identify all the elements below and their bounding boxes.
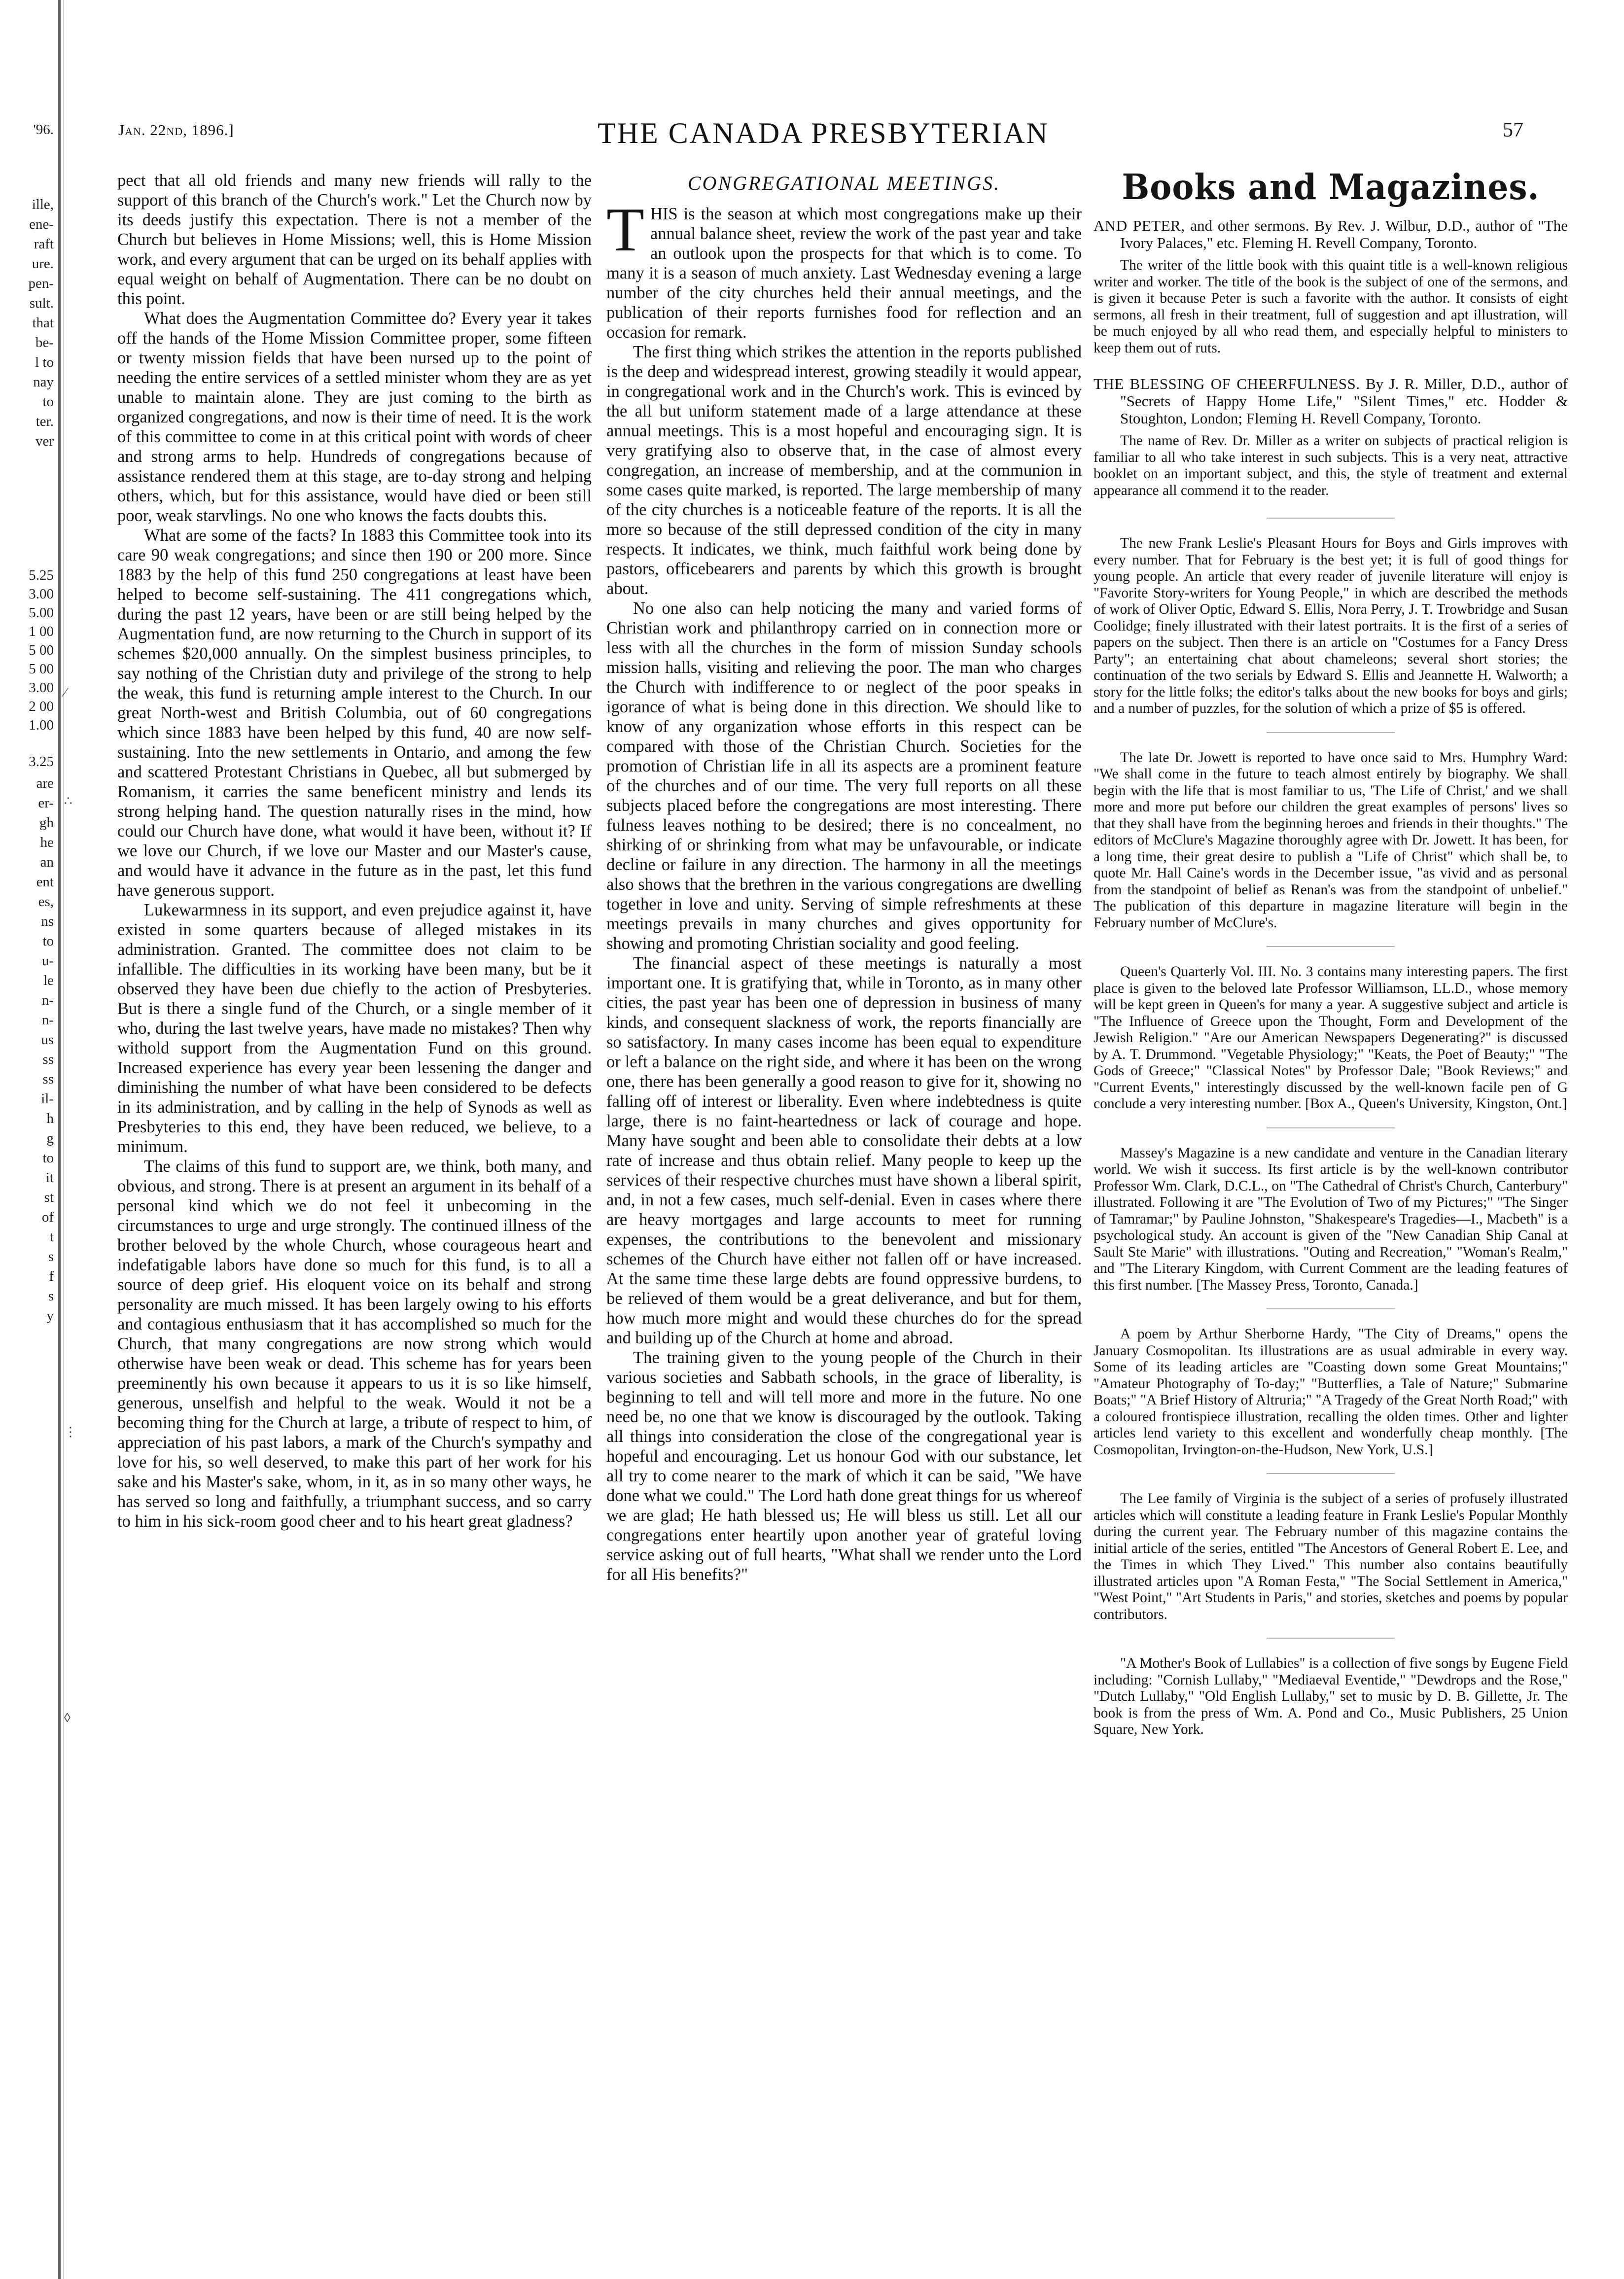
margin-fragment: sult.	[29, 295, 54, 311]
margin-fragment: ss	[42, 1052, 54, 1067]
paragraph: The claims of this fund to support are, we think, both many, and obvious, and strong. There is at present an argument in its behalf of a personal kind which we do not feel it unbecoming in the circumstances to urge and urge strongly. The continued illness of the brother beloved by the whole Church, whose courageous heart and indefatigable labors have done so much for this fund, is to all a source of deep grief. His eloquent voice on its behalf and strong personality are much missed. It has been largely owing to his efforts and contagious enthusiasm that it has accomplished so much for the Church, that many congregations are now strong which would otherwise have been weak or dead. This scheme has for years been preeminently his own because it appears to us it is so like himself, generous, unselfish and helpful to the weak. Would it not be a becoming thing for the Church at large, a tribute of respect to him, of appreciation of his past labors, a mark of the Church's sympathy and love for his, so well deserved, to make this part of her work for his sake and his Master's sake, whom, in it, as in so many other ways, he has served so long and faithfully, a triumphant success, and so carry to him in his sick-room good cheer and to his heart great gladness?	[117, 1157, 592, 1531]
margin-fragment: il-	[41, 1091, 54, 1107]
margin-fragment: st	[44, 1190, 54, 1205]
page-number: 57	[1503, 119, 1523, 141]
gutter-rule	[58, 0, 61, 2279]
margin-fragment: nay	[33, 374, 54, 390]
margin-fragment: us	[41, 1032, 54, 1048]
margin-fragment: h	[46, 1111, 54, 1126]
margin-fragment: ille,	[32, 197, 54, 212]
paragraph: Lukewarmness in its support, and even prejudice against it, have existed in some quarters because of alleged mistakes in its administration. Granted. The committee does not claim to be infallible. The difficulties in its working have been many, but be it observed they have been due chiefly to the action of Presbyteries. But is there a single fund of the Church, or a single member of it who, during the last twelve years, have made no mistakes? Then why withold support from the Augmentation Fund on this ground. Increased experience has every year been lessening the danger and diminishing the number of what have been considered to be defects in its administration, and by calling in the help of Synods as well as Presbyteries to this end, they have been reduced, we believe, to a minimum.	[117, 901, 592, 1156]
margin-fragment: 5 00	[29, 661, 54, 677]
divider	[1267, 1308, 1395, 1309]
book-details: and other sermons. By Rev. J. Wilbur, D.D., author of "The Ivory Palaces," etc. Fleming H. Revell Company, Toronto.	[1120, 217, 1568, 251]
margin-fragment: le	[43, 973, 54, 988]
publication-title: THE CANADA PRESBYTERIAN	[598, 117, 1049, 149]
margin-fragment: ter.	[35, 414, 54, 429]
margin-fragment: '96.	[33, 122, 54, 138]
paragraph: pect that all old friends and many new friends will rally to the support of this branch of the Church's work." Let the Church now by its deeds justify this expectation. There is not a member of the Church but believes in Home Missions; well, this is Home Mission work, and every argument that can be urged on its behalf applies with equal weight on behalf of Augmentation. There can be no doubt on this point.	[117, 171, 592, 308]
margin-fragment: 5.00	[29, 605, 54, 621]
magazine-notice: The new Frank Leslie's Pleasant Hours for Boys and Girls improves with every number. That for February is the best yet; it is full of good things for young people. An article that every reader of juvenile literature will enjoy is "Favorite Story-writers for Young People," in which are described the methods of work of Oliver Optic, Edward S. Ellis, Nora Perry, J. T. Trowbridge and Susan Coolidge; finely illustrated with their latest portraits. It is the first of a series of papers on the subject. Then there is an article on "Costumes for a Fancy Dress Party"; an entertaining chat about chameleons; several short stories; the continuation of the two serials by Edward S. Ellis and Jeannette H. Walworth; a story for the little folks; the editor's talks about the new books for boys and girls; and a number of puzzles, for the solution of which a prize of $5 is offered.	[1094, 535, 1568, 716]
scan-speck: ◊	[64, 1711, 71, 1725]
scan-speck: ∴	[64, 794, 72, 808]
divider	[1267, 1638, 1395, 1639]
paragraph: What does the Augmentation Committee do? Every year it takes off the hands of the Home Mission Committee proper, some fifteen or twenty mission fields that have been nursed up to the point of needing the entire services of a settled minister whom they are as yet unable to maintain alone. They are just coming to the birth as organized congregations, and now is their time of need. It is the work of this committee to come in at this critical point with words of cheer and strong arms to help. Hundreds of congregations because of assistance rendered them at this stage, are to-day strong and helping others, which, but for this assistance, would have died or been still poor, weak starvlings. No one who knows the facts doubts this.	[117, 309, 592, 525]
margin-fragment: ss	[42, 1071, 54, 1087]
divider	[1267, 946, 1395, 947]
divider	[1267, 1473, 1395, 1474]
margin-fragment: raft	[34, 236, 54, 252]
margin-fragment: an	[40, 854, 54, 870]
margin-fragment: ene-	[29, 216, 54, 232]
book-citation	[1094, 217, 1568, 251]
magazine-notice: The Lee family of Virginia is the subject of a series of profusely illustrated articles which will constitute a leading feature in Frank Leslie's Popular Monthly during the current year. The February number of this magazine contains the initial article of the series, entitled "The Ancestors of General Robert E. Lee, and the Times in which They Lived." This number also contains beautifully illustrated articles upon "A Roman Festa," "The Social Settlement in America," "West Point," "Art Students in Paris," and stories, sketches and poems by popular contributors.	[1094, 1491, 1568, 1622]
margin-fragment: pen-	[28, 276, 54, 291]
divider	[1267, 518, 1395, 519]
magazine-notice: Queen's Quarterly Vol. III. No. 3 contains many interesting papers. The first place is given to the beloved late Professor Williamson, LL.D., whose memory will be kept green in Queen's for many a year. A suggestive subject and article is "The Influence of Greece upon the Thought, Form and Development of the Jewish Religion." "Are our American Newspapers Degenerating?" is discussed by A. T. Drummond. "Vegetable Physiology;" "Keats, the Poet of Beauty;" "The Gods of Greece;" "Classical Notes" by Professor Dale; "Book Reviews;" and "Current Events," interestingly discussed by the well-known facile pen of G conclude a very interesting number. [Box A., Queen's University, Kingston, Ont.]	[1094, 964, 1568, 1112]
margin-fragment: g	[46, 1130, 54, 1146]
margin-fragment: 5.25	[29, 567, 54, 583]
divider	[1267, 1127, 1395, 1128]
margin-fragment: be-	[35, 335, 54, 351]
margin-fragment: 3.00	[29, 586, 54, 602]
opening-paragraph	[606, 196, 1082, 342]
margin-fragment: to	[42, 394, 54, 410]
column-augmentation	[117, 171, 592, 1531]
book-review: The writer of the little book with this quaint title is a well-known religious writer and worker. The title of the book is the subject of one of the sermons, and is given it because Peter is such a favorite with the author. It consists of eight sermons, all fresh in their treatment, full of suggestion and apt illustration, will be much enjoyed by all who read them, and especially helpful to ministers to keep them out of ruts.	[1094, 257, 1568, 356]
margin-fragment: 1.00	[29, 717, 54, 733]
paragraph: The training given to the young people of the Church in their various societies and Sabbath schools, in the grace of liberality, is beginning to tell and will tell more and more in the future. No one need be, no one that we know is discouraged by the outlook. Taking all things into consideration the close of the congregational year is hopeful and encouraging. Let us honour God with our substance, let all try to come nearer to the mark of which it can be said, "We have done what we could." The Lord hath done great things for us whereof we are glad; He hath blessed us; He will bless us still. Let all our congregations enter heartily upon another year of grateful loving service asking out of full hearts, "What shall we render unto the Lord for all His benefits?"	[606, 1348, 1082, 1584]
scan-speck: ⋮	[64, 1425, 77, 1439]
margin-fragment: it	[45, 1170, 54, 1186]
book-details: By J. R. Miller, D.D., author of "Secrets of Happy Home Life," "Silent Times," etc. Hodder & Stoughton, London; Fleming H. Revell Company, Toronto.	[1120, 375, 1568, 427]
magazine-notice: The late Dr. Jowett is reported to have once said to Mrs. Humphry Ward: "We shall come in the future to teach almost entirely by biography. We shall begin with the life that is most familiar to us, 'The Life of Christ,' and we shall more and more put before our children the great examples of persons' lives so that they shall have from the beginning heroes and friends in their thoughts." The editors of McClure's Magazine thoroughly agree with Dr. Jowett. It has been, for a long time, their great desire to publish a "Life of Christ" which shall be, to quote Mr. Hall Caine's words in the December issue, "as vivid and as personal from the standpoint of belief as Renan's was from the standpoint of unbelief." The publication of this departure in magazine literature will begin in the February number of McClure's.	[1094, 749, 1568, 931]
divider	[1267, 732, 1395, 733]
margin-fragment: y	[46, 1308, 54, 1324]
paragraph: The financial aspect of these meetings is naturally a most important one. It is gratifying that, while in Toronto, as in many other cities, the past year has been one of depression in business of many kinds, and consequent slackness of work, the reports financially are so satisfactory. In many cases income has been equal to expenditure or left a balance on the right side, and where it has been on the wrong one, there has been generally a good reason to give for it, showing no falling off of interest or liberality. Even where indebtedness is quite large, there is no faint-heartedness or lack of courage and hope. Many have sought and been able to consolidate their debts at a low rate of increase and thus obtain relief. Many people to keep up the services of their respective churches must have shown a liberal spirit, and, in not a few cases, much self-denial. Even in cases where there are heavy mortgages and large accounts to meet for running expenses, the contributions to the benevolent and missionary schemes of the Church have either not fallen off or have increased. At the same time these large debts are found oppressive burdens, to be relieved of them would be a great deliverance, and but for them, how much more might and would these churches do for the spread and building up of the Church at home and abroad.	[606, 954, 1082, 1347]
margin-fragment: ver	[35, 433, 54, 449]
margin-fragment: n-	[41, 1012, 54, 1028]
margin-fragment: t	[49, 1229, 54, 1245]
margin-fragment: er-	[38, 795, 54, 811]
book-review: The name of Rev. Dr. Miller as a writer on subjects of practical religion is familiar to all who take interest in such subjects. This is a very neat, attractive booklet on an important subject, and this, the style of treatment and external appearance all commend it to the reader.	[1094, 433, 1568, 498]
book-title: THE BLESSING OF CHEERFULNESS.	[1094, 375, 1360, 392]
margin-fragment: s	[48, 1288, 54, 1304]
margin-fragment: to	[42, 1150, 54, 1166]
magazine-notice: "A Mother's Book of Lullabies" is a collection of five songs by Eugene Field including: "Cornish Lullaby," "Mediaeval Eventide," "Dewdrops and the Rose," "Dutch Lullaby," "Old English Lullaby," set to music by D. B. Gillette, Jr. The book is from the press of Wm. A. Pond and Co., Music Publishers, 25 Union Square, New York.	[1094, 1655, 1568, 1737]
paragraph: What are some of the facts? In 1883 this Committee took into its care 90 weak congregations; and since then 190 or 200 more. Since 1883 by the help of this fund 250 congregations at least have been helped to become self-sustaining. The 411 congregations which, during the past 12 years, have been or are still being helped by the Augmentation fund, are now returning to the Church in support of its schemes $20,000 annually. On the simplest business principles, to say nothing of the Christian duty and privilege of the strong to help the weak, this fund is returning ample interest to the Church. In our great North-west and British Columbia, out of 60 congregations which since 1883 have been helped by this fund, 40 are now self-sustaining. Into the new settlements in Ontario, and among the few and scattered Protestant Christians in Quebec, all but submerged by Romanism, it carries the same beneficent ministry and lends its strong helping hand. The question naturally rises in the mind, how could our Church have done, what would it have been, without it? If we love our Church, if we love our Master and our Master's cause, and would have it advance in the future as in the past, let this fund have generous support.	[117, 526, 592, 900]
column-congregational-meetings	[606, 171, 1082, 1584]
book-entry	[1094, 375, 1568, 499]
margin-fragment: ent	[36, 874, 54, 890]
margin-fragment: f	[49, 1268, 54, 1284]
magazine-notice: A poem by Arthur Sherborne Hardy, "The City of Dreams," opens the January Cosmopolitan. Its illustrations are as usual admirable in every way. Some of its leading articles are "Coasting down some Great Mountains;" "Amateur Photography of To-day;" "Butterflies, a Tale of Nature;" Submarine Boats;" "A Brief History of Altruria;" "A Tragedy of the Great North Road;" with a coloured frontispiece illustration, recalling the olden times. Other and lighter articles lend variety to this excellent and wonderfully cheap monthly. [The Cosmopolitan, Irvington-on-the-Hudson, New York, U.S.]	[1094, 1326, 1568, 1458]
margin-fragment: he	[40, 835, 54, 850]
margin-fragment: 5 00	[29, 642, 54, 658]
margin-fragment: es,	[38, 894, 54, 910]
margin-fragment: s	[48, 1249, 54, 1264]
margin-fragment: n-	[41, 992, 54, 1008]
margin-fragment: of	[41, 1209, 54, 1225]
book-entry	[1094, 217, 1568, 356]
binding-gutter	[0, 0, 101, 2279]
issue-date: Jan. 22nd, 1896.]	[118, 121, 234, 139]
margin-fragment: gh	[39, 815, 54, 831]
gutter-rule-faint	[63, 0, 67, 2279]
scan-speck: ⁄	[64, 685, 67, 700]
book-citation	[1094, 375, 1568, 427]
paragraph: The first thing which strikes the attention in the reports published is the deep and widespread interest, growing steadily it would appear, in congregational work and in the Church's work. This is evinced by the all but uniform statement made of a large attendance at these annual meetings. This is a most hopeful and encouraging sign. It is very gratifying also to observe that, in the case of almost every congregation, an increase of membership, and at the communion in some cases quite marked, is reported. The large membership of many of the city churches is a noticeable feature of the reports. It is all the more so because of the still depressed condition of the city in many respects. It indicates, we think, much faithful work being done by pastors, officebearers and parents by which this growth is brought about.	[606, 343, 1082, 598]
column-books-and-magazines	[1094, 166, 1568, 1738]
margin-fragment: u-	[41, 953, 54, 969]
section-heading: Books and Magazines.	[1122, 166, 1540, 208]
margin-fragment: 3.25	[29, 754, 54, 770]
paragraph: No one also can help noticing the many and varied forms of Christian work and philanthropy carried on in connection more or less with all the churches in the form of mission Sunday schools mission halls, visiting and relieving the poor. The man who charges the Church with indifference to or neglect of the poor speaks in igorance of what is being done in this direction. We should like to know of any organization whose efforts in this respect can be compared with those of the Christian Church. Societies for the promotion of Christian life in all its aspects are a prominent feature of the churches and of our time. The very full reports on all these subjects placed before the congregations are most interesting. There fulness leaves nothing to be desired; there is no concealment, no shirking of or shrinking from what may be unfavourable, or indicate decline or failure in any direction. The harmony in all the meetings also shows that the brethren in the various congregations are dwelling together in love and unity. Serving of simple refreshments at these meetings prevails in many churches and gives opportunity for showing and promoting Christian sociality and good feeling.	[606, 599, 1082, 953]
margin-fragment: 2 00	[29, 699, 54, 714]
margin-fragment: to	[42, 933, 54, 949]
drop-cap: T	[606, 196, 644, 264]
section-title: CONGREGATIONAL MEETINGS.	[687, 172, 1001, 194]
book-title: AND PETER,	[1094, 217, 1185, 234]
opening-text: HIS is the season at which most congregations make up their annual balance sheet, review the work of the past year and take an outlook upon the prospects for that which is to come. To many it is a season of much anxiety. Last Wednesday evening a large number of the city churches held their annual meetings, and the publication of their reports furnishes food for reflection and an occasion for remark.	[606, 205, 1082, 342]
margin-fragment: 1 00	[29, 624, 54, 639]
margin-fragment: ns	[41, 913, 54, 929]
margin-fragment: ure.	[32, 256, 54, 272]
margin-fragment: that	[32, 315, 54, 331]
margin-fragment: 3.00	[29, 680, 54, 696]
margin-fragment: l to	[35, 354, 54, 370]
margin-fragment: are	[36, 775, 54, 791]
magazine-notice: Massey's Magazine is a new candidate and venture in the Canadian literary world. We wish it success. Its first article is by the well-known contributor Professor Wm. Clark, D.C.L., on "The Cathedral of Christ's Church, Canterbury" illustrated. Following it are "The Evolution of Two of my Pictures;" "The Singer of Tamramar;" by Pauline Johnston, "Shakespeare's Tragedies—I., Macbeth" is a psychological study. An account is given of the "New Canadian Ship Canal at Sault Ste Marie" with illustrations. "Outing and Recreation," "Woman's Realm," and "The Literary Kingdom, with Current Comment are the leading features of this first number. [The Massey Press, Toronto, Canada.]	[1094, 1145, 1568, 1293]
